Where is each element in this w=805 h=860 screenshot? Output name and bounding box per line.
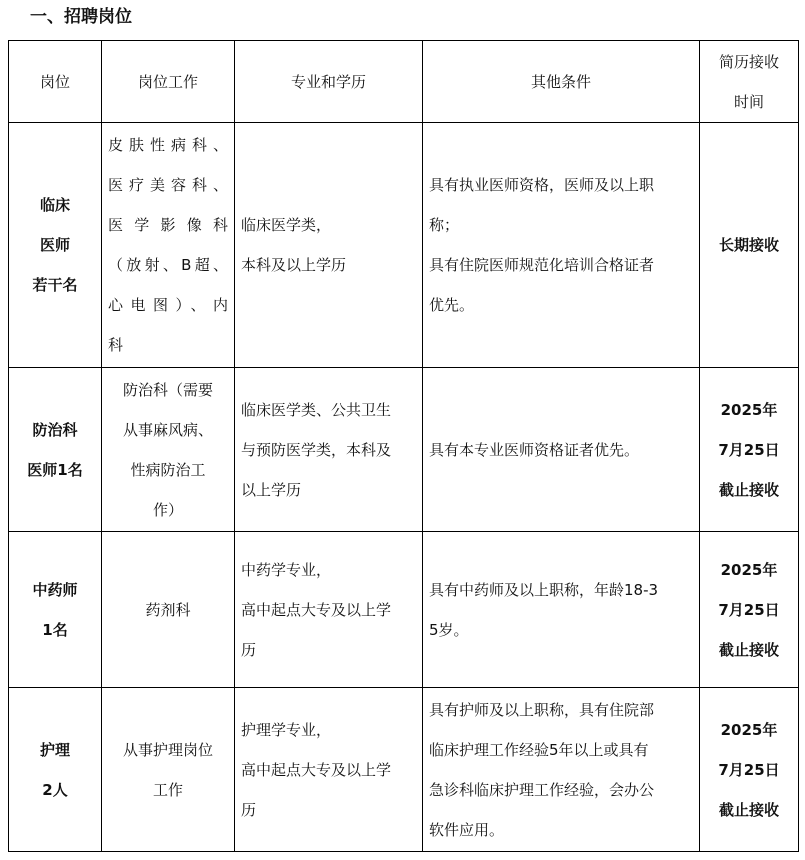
header-position: 岗位 <box>9 41 102 123</box>
other-cell: 具有本专业医师资格证者优先。 <box>423 368 700 532</box>
position-cell: 中药师 1名 <box>9 532 102 688</box>
work-cell: 药剂科 <box>102 532 235 688</box>
position-cell: 防治科 医师1名 <box>9 368 102 532</box>
time-cell: 2025年 7月25日 截止接收 <box>700 368 799 532</box>
header-time <box>700 41 799 123</box>
position-cell: 护理 2人 <box>9 688 102 852</box>
table-header-row <box>9 41 799 123</box>
header-time-line: 时间 <box>733 92 764 111</box>
position-cell: 临床 医师 若干名 <box>9 123 102 368</box>
other-cell: 具有中药师及以上职称，年龄18-3 5岁。 <box>423 532 700 688</box>
other-cell: 具有执业医师资格，医师及以上职 称； 具有住院医师规范化培训合格证者 优先。 <box>423 123 700 368</box>
work-cell: 皮肤性病科、 医疗美容科、 医学影像科 （放射、B超、 心电图）、内 科 <box>102 123 235 368</box>
table-row <box>9 688 799 852</box>
table-row <box>9 532 799 688</box>
time-cell: 长期接收 <box>700 123 799 368</box>
work-cell: 防治科（需要 从事麻风病、 性病防治工 作） <box>102 368 235 532</box>
major-cell: 临床医学类， 本科及以上学历 <box>235 123 423 368</box>
header-other: 其他条件 <box>423 41 700 123</box>
major-cell: 临床医学类、公共卫生 与预防医学类，本科及 以上学历 <box>235 368 423 532</box>
header-time-line: 简历接收 <box>718 52 780 71</box>
header-major: 专业和学历 <box>235 41 423 123</box>
major-cell: 护理学专业， 高中起点大专及以上学 历 <box>235 688 423 852</box>
table-row <box>9 123 799 368</box>
section-heading: 一、招聘岗位 <box>30 7 132 27</box>
time-cell: 2025年 7月25日 截止接收 <box>700 532 799 688</box>
major-cell: 中药学专业， 高中起点大专及以上学 历 <box>235 532 423 688</box>
header-work: 岗位工作 <box>102 41 235 123</box>
other-cell: 具有护师及以上职称，具有住院部 临床护理工作经验5年以上或具有 急诊科临床护理工作经验，会办公 软件应用。 <box>423 688 700 852</box>
time-cell: 2025年 7月25日 截止接收 <box>700 688 799 852</box>
table-row <box>9 368 799 532</box>
work-cell: 从事护理岗位 工作 <box>102 688 235 852</box>
recruitment-table <box>8 40 799 852</box>
